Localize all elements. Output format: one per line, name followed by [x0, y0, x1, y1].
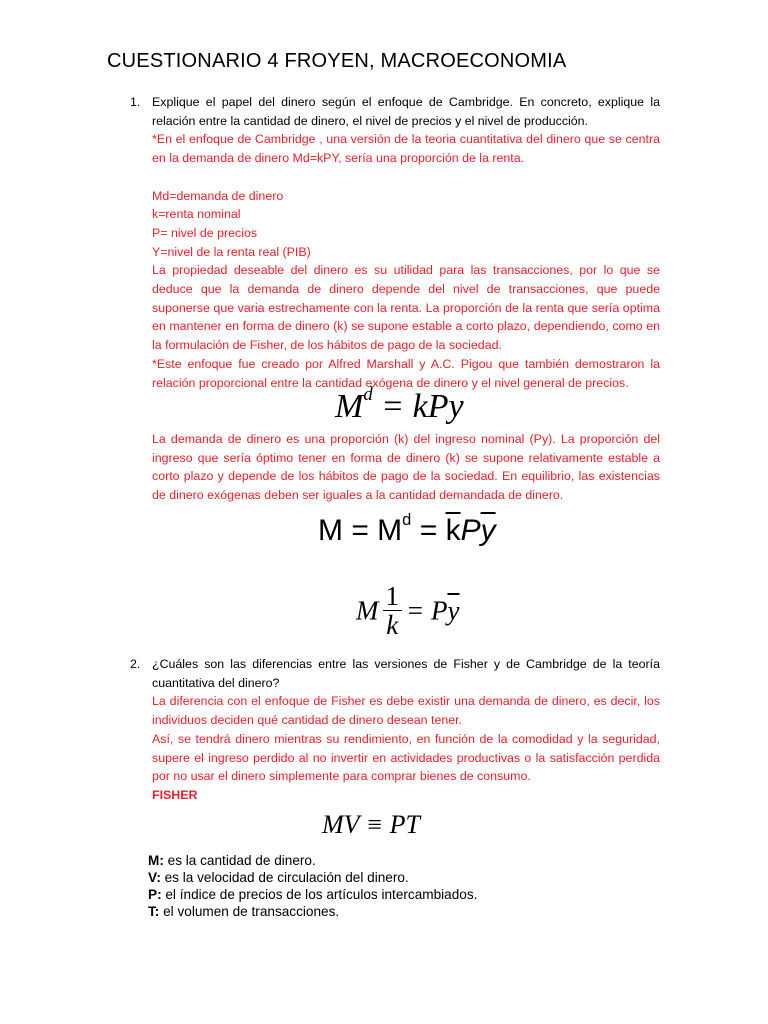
- fraction-one-over-k: $\frac{1}{k}$: [383, 582, 403, 640]
- question-2-text: ¿Cuáles son las diferencias entre las versiones de Fisher y de Cambridge de la teoría cuantitativa del dinero?: [152, 657, 660, 690]
- question-1-text: Explique el papel del dinero según el enfoque de Cambridge. En concreto, explique la relación entre la cantidad de dinero, el nivel de precios y el nivel de producción.: [152, 95, 660, 128]
- equation-fisher: MV ≡ PT: [322, 810, 420, 839]
- definition-k: k=renta nominal: [152, 207, 241, 222]
- definition-p: P= nivel de precios: [152, 225, 258, 240]
- question-1-block: [152, 93, 660, 392]
- equation-money-demand: $M^d$ = kPy: [335, 384, 464, 425]
- legend-item-m: M: es la cantidad de dinero.: [148, 853, 316, 868]
- legend-item-v: V: es la velocidad de circulación del dinero.: [148, 870, 409, 885]
- definition-md: Md=demanda de dinero: [152, 188, 284, 203]
- answer-1-paragraph-3-block: [152, 430, 660, 505]
- answer-2-paragraph-2: Así, se tendrá dinero mientras su rendimiento, en función de la comodidad y la seguridad, supere el ingreso perdido al no invertir en actividades productivas o la satisfacción perdida por no usar el dinero simplemente para comprar bienes de consumo.: [152, 731, 660, 784]
- answer-1-paragraph-3: La demanda de dinero es una proporción (k) del ingreso nominal (Py). La proporción del ingreso que sería óptimo tener en forma de dinero (k) se supone relativamente estable a corto plazo y depende de los hábitos de pago de la sociedad. En equilibrio, las existencias de dinero exógenas deben ser iguales a la cantidad demandada de dinero.: [152, 432, 660, 503]
- definition-y: Y=nivel de la renta real (PIB): [152, 244, 311, 259]
- answer-2-paragraph-1: La diferencia con el enfoque de Fisher es debe existir una demanda de dinero, es decir, los individuos deciden qué cantidad de dinero desean tener.: [152, 694, 660, 728]
- answer-1-intro: *En el enfoque de Cambridge , una versión de la teoria cuantitativa del dinero que se centra en la demanda de dinero Md=kPY, sería una proporción de la renta.: [152, 132, 660, 166]
- legend-item-t: T: el volumen de transacciones.: [148, 904, 340, 919]
- question-2-number: 2.: [130, 657, 141, 671]
- document-title: CUESTIONARIO 4 FROYEN, MACROECONOMIA: [107, 50, 567, 72]
- legend-item-p: P: el índice de precios de los artículos intercambiados.: [148, 887, 478, 902]
- answer-1-paragraph-1: La propiedad deseable del dinero es su utilidad para las transacciones, por lo que se deduce que la demanda de dinero depende del nivel de transacciones, que puede suponerse que varia estrechamente con la renta. La proporción de la renta que sería optima en mantener en forma de dinero (k) se supone estable a corto plazo, dependiendo, como en la formulación de Fisher, de los hábitos de pago de la sociedad.: [152, 263, 660, 353]
- question-1-number: 1.: [130, 95, 141, 109]
- equation-inverse-k: M $\frac{1}{k}$ = $P\overline{y}$: [356, 581, 460, 641]
- equation-equilibrium: $M = M^d = \overline{k}P\overline{y}$: [318, 511, 496, 547]
- fisher-legend: [148, 852, 477, 920]
- question-2-block: [152, 655, 660, 805]
- answer-1-paragraph-2: *Este enfoque fue creado por Alfred Marshall y A.C. Pigou que también demostraron la relación proporcional entre la cantidad exógena de dinero y el nivel general de precios.: [152, 356, 660, 390]
- fisher-label: FISHER: [152, 787, 198, 802]
